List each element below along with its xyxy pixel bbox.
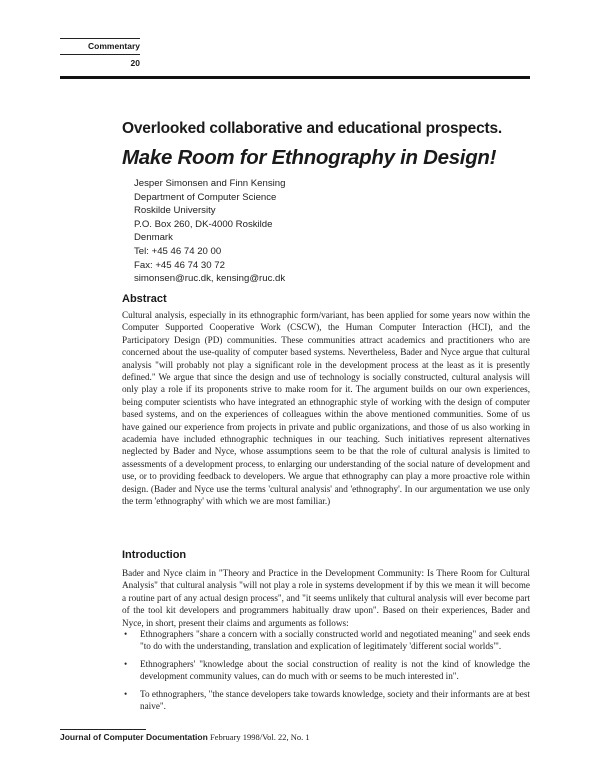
author-emails: simonsen@ruc.dk, kensing@ruc.dk bbox=[134, 273, 286, 285]
author-block bbox=[134, 177, 285, 286]
header-rule-thick bbox=[60, 76, 530, 79]
article-title: Make Room for Ethnography in Design! bbox=[122, 146, 497, 169]
abstract-paragraph: Cultural analysis, especially in its ethnographic form/variant, has been applied for some years now within the Computer Supported Cooperative Work (CSCW), the Human Computer Interaction (HCI), and the Participatory Design (PD) communities. These communities attract academics and practitioners who are concerned about the use-quality of computer based systems. Nevertheless, Bader and Nyce argue that cultural analysis "will probably not play a significant role in the development process at the least as it is presently defined." We argue that since the design and use of technology is socially constructed, cultural analysis will only play a role if its proponents strive to make room for it. The argument builds on our own experiences, being computer scientists who have integrated an ethnographic style of working with the design of computer based systems, and on the experiences of colleagues within the above mentioned communities. Some of us have gained our experience from projects in private and public organizations, and those of us also working in academia have included ethnographic techniques in our teaching. Such initiatives represent alternatives neglected by Bader and Nyce, whose assumptions seem to be that the role of cultural analysis is limited to assessments of a development process, to enlarging our understanding of the social nature of development and use, or to providing feedback to developers. We argue that ethnography can play a more proactive role within design. (Bader and Nyce use the terms 'cultural analysis' and 'ethnography'. In our argumentation we use only the term 'ethnography' with which we are most familiar.) bbox=[122, 310, 530, 507]
article-subtitle: Overlooked collaborative and educational prospects. bbox=[122, 120, 502, 137]
page-number: 20 bbox=[130, 58, 140, 68]
author-department: Department of Computer Science bbox=[134, 191, 277, 203]
section-label: Commentary bbox=[88, 41, 140, 51]
journal-issue: February 1998/Vol. 22, No. 1 bbox=[209, 732, 310, 742]
list-item: • To ethnographers, "the stance developers take towards knowledge, society and their informants are at best naive". bbox=[124, 688, 530, 712]
journal-name: Journal of Computer Documentation bbox=[60, 732, 208, 742]
footer-rule bbox=[60, 729, 146, 730]
bullet-icon: • bbox=[124, 629, 128, 639]
bullet-icon: • bbox=[124, 688, 128, 699]
author-postal-box: P.O. Box 260, DK-4000 Roskilde bbox=[134, 218, 273, 230]
introduction-paragraph: Bader and Nyce claim in "Theory and Practice in the Development Community: Is There Room for Cultural Analysis" that cultural analysis "will not play a role in systems development if by this we mean it will become a routine part of any actual design process", and "it seems unlikely that cultural analysis will ever become part of the tool kit developers and programmers habitually draw upon". Based on their experiences, Bader and Nyce, in short, present their claims and arguments as follows: bbox=[122, 568, 530, 628]
claims-list bbox=[122, 628, 530, 717]
header-rule-middle bbox=[60, 54, 140, 55]
introduction-heading: Introduction bbox=[122, 549, 187, 561]
author-country: Denmark bbox=[134, 232, 173, 244]
bullet-icon: • bbox=[124, 658, 128, 669]
list-item: • Ethnographers' "knowledge about the social construction of reality is not the kind of knowledge the development community values, can do much with or seems to be much interested in". bbox=[124, 658, 530, 682]
header-rule-top bbox=[60, 38, 140, 39]
abstract-heading: Abstract bbox=[122, 293, 167, 305]
introduction-body bbox=[122, 567, 530, 629]
author-telephone: Tel: +45 46 74 20 00 bbox=[134, 245, 222, 257]
author-fax: Fax: +45 46 74 30 72 bbox=[134, 259, 225, 271]
author-names: Jesper Simonsen and Finn Kensing bbox=[134, 178, 286, 189]
footer bbox=[60, 732, 310, 742]
list-item: • Ethnographers "share a concern with a socially constructed world and negotiated meaning" and seek ends "to do with the understanding, translation and explication of legitimately 'different social worlds'". bbox=[124, 629, 530, 652]
abstract-body bbox=[122, 309, 530, 508]
author-university: Roskilde University bbox=[134, 205, 216, 217]
